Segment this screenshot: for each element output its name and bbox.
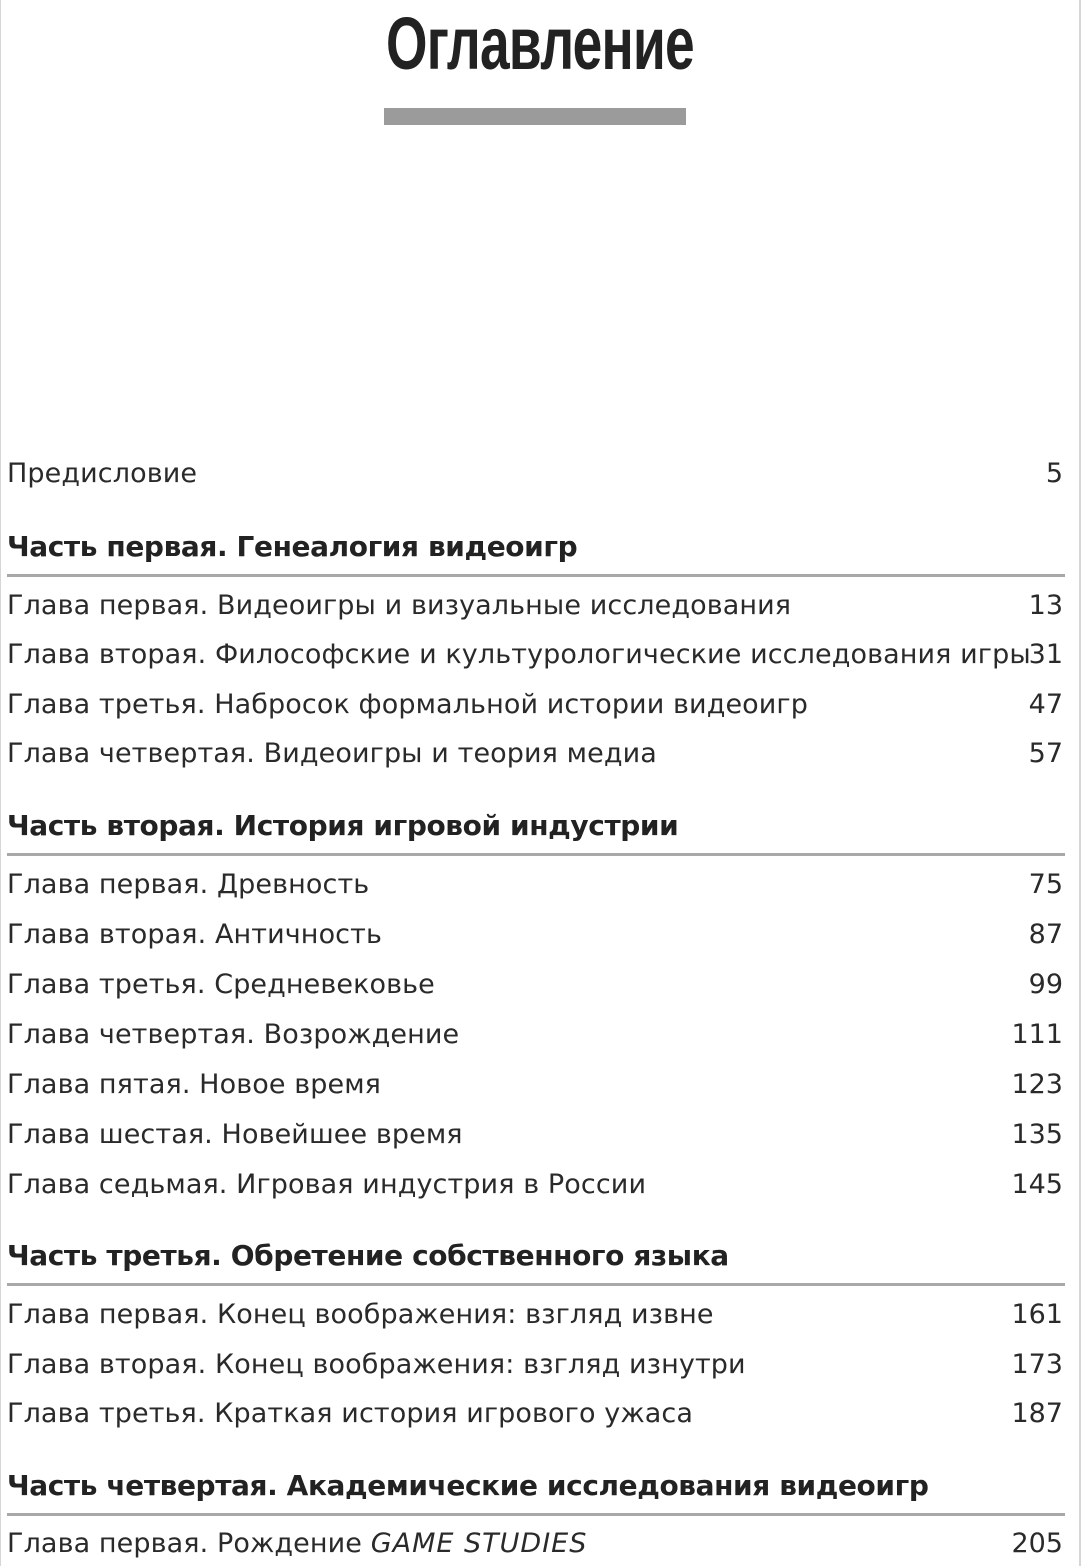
toc-entry-label: Глава вторая. Конец воображения: взгляд изнутри — [7, 1349, 746, 1380]
toc-entry[interactable] — [7, 1118, 1063, 1152]
toc-entry-page: 31 — [1028, 639, 1063, 670]
toc-entry-label: Глава первая. Конец воображения: взгляд извне — [7, 1299, 714, 1330]
toc-entry-label: Глава третья. Набросок формальной истории видеоигр — [7, 689, 808, 720]
toc-entry-page: 187 — [1011, 1398, 1063, 1429]
toc-entry-label — [7, 1527, 587, 1561]
toc-entry-label-italic: GAME STUDIES — [370, 1528, 588, 1559]
toc-entry[interactable] — [7, 1527, 1063, 1561]
toc-entry[interactable] — [7, 1068, 1063, 1102]
toc-entry-label: Предисловие — [7, 458, 198, 489]
toc-entry-preface[interactable] — [7, 457, 1063, 491]
toc-entry-page: 5 — [1045, 458, 1063, 489]
toc-entry-page: 145 — [1011, 1169, 1063, 1200]
toc-entry[interactable] — [7, 918, 1063, 952]
toc-entry[interactable] — [7, 688, 1063, 722]
toc-entry-page: 123 — [1011, 1069, 1063, 1100]
toc-entry[interactable] — [7, 1348, 1063, 1382]
toc-entry-label: Глава вторая. Философские и культурологические исследования игры — [7, 639, 1031, 670]
toc-entry[interactable] — [7, 1168, 1063, 1202]
toc-entry[interactable] — [7, 1298, 1063, 1332]
toc-entry-page: 13 — [1028, 590, 1063, 621]
part-heading-4[interactable]: Часть четвертая. Академические исследования видеоигр — [7, 1469, 929, 1502]
toc-entry-label: Глава вторая. Античность — [7, 919, 382, 950]
toc-entry-label: Глава первая. Древность — [7, 869, 370, 900]
toc-entry-page: 205 — [1011, 1528, 1063, 1559]
toc-entry-page: 135 — [1011, 1119, 1063, 1150]
part-divider — [7, 1513, 1065, 1516]
toc-entry[interactable] — [7, 638, 1063, 672]
toc-entry-label: Глава шестая. Новейшее время — [7, 1119, 463, 1150]
toc-entry[interactable] — [7, 1397, 1063, 1431]
toc-entry-label: Глава первая. Видеоигры и визуальные исследования — [7, 590, 792, 621]
toc-entry-page: 75 — [1028, 869, 1063, 900]
title-underline-bar — [384, 108, 686, 125]
part-heading-2[interactable]: Часть вторая. История игровой индустрии — [7, 809, 679, 842]
toc-entry[interactable] — [7, 968, 1063, 1002]
toc-entry-page: 111 — [1011, 1019, 1063, 1050]
part-heading-1[interactable]: Часть первая. Генеалогия видеоигр — [7, 530, 578, 563]
part-divider — [7, 574, 1065, 577]
toc-entry-page: 57 — [1028, 738, 1063, 769]
toc-entry[interactable] — [7, 868, 1063, 902]
toc-entry-page: 173 — [1011, 1349, 1063, 1380]
toc-entry-label: Глава третья. Средневековье — [7, 969, 435, 1000]
toc-entry[interactable] — [7, 589, 1063, 623]
toc-entry-label-text: Глава первая. Рождение — [7, 1528, 371, 1559]
part-divider — [7, 853, 1065, 856]
part-heading-3[interactable]: Часть третья. Обретение собственного языка — [7, 1239, 729, 1272]
toc-entry-label: Глава четвертая. Видеоигры и теория медиа — [7, 738, 657, 769]
toc-entry-label: Глава третья. Краткая история игрового ужаса — [7, 1398, 693, 1429]
toc-entry-page: 87 — [1028, 919, 1063, 950]
toc-entry-page: 161 — [1011, 1299, 1063, 1330]
toc-entry[interactable] — [7, 1018, 1063, 1052]
page-title: Оглавление — [385, 2, 694, 85]
toc-entry-page: 99 — [1028, 969, 1063, 1000]
toc-entry-label: Глава четвертая. Возрождение — [7, 1019, 460, 1050]
part-divider — [7, 1283, 1065, 1286]
toc-entry-label: Глава пятая. Новое время — [7, 1069, 382, 1100]
toc-entry[interactable] — [7, 737, 1063, 771]
toc-entry-label: Глава седьмая. Игровая индустрия в России — [7, 1169, 647, 1200]
toc-entry-page: 47 — [1028, 689, 1063, 720]
